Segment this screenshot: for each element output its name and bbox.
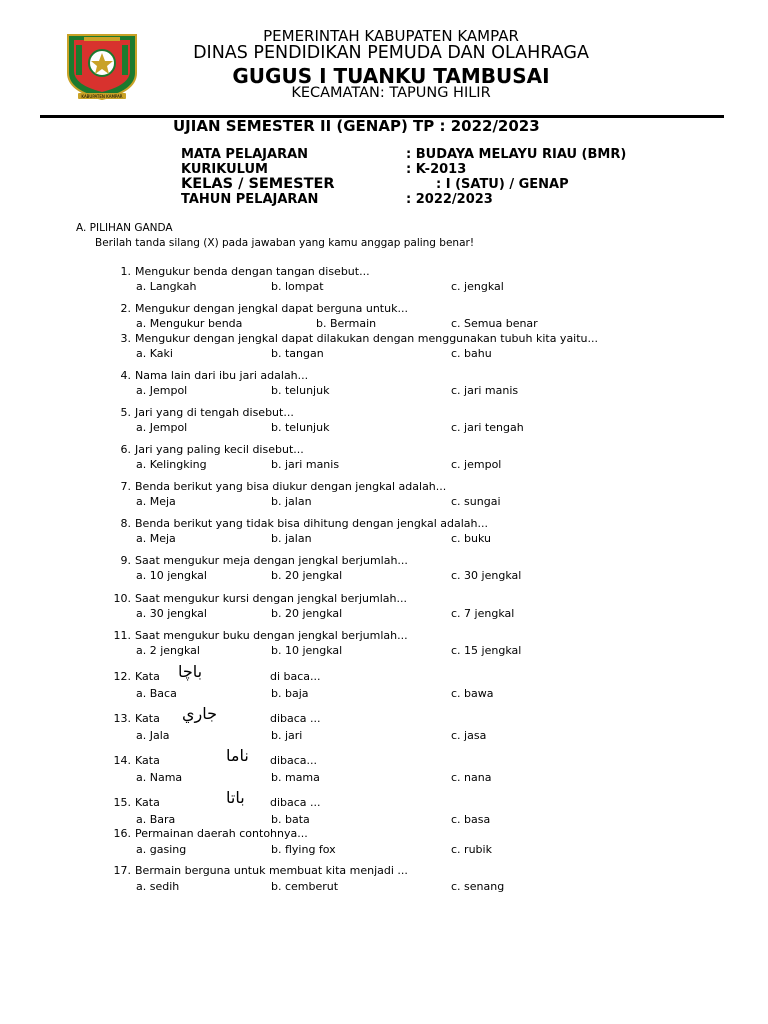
info-value-subject: : BUDAYA MELAYU RIAU (BMR) xyxy=(406,147,627,162)
option-a[interactable]: a. Jempol xyxy=(136,384,188,397)
arabic-malay-word: باتا xyxy=(226,788,245,807)
option-a[interactable]: a. gasing xyxy=(136,843,187,856)
question-item xyxy=(0,662,768,684)
header-school-cluster: GUGUS I TUANKU TAMBUSAI xyxy=(232,64,550,88)
option-a[interactable]: a. Kaki xyxy=(136,347,173,360)
question-number: 8. xyxy=(120,517,131,530)
question-text: Jari yang paling kecil disebut... xyxy=(135,443,304,456)
question-number: 5. xyxy=(120,406,131,419)
option-b[interactable]: b. jalan xyxy=(271,532,312,545)
question-number: 13. xyxy=(113,712,131,725)
option-c[interactable]: c. rubik xyxy=(451,843,492,856)
info-label-class: KELAS / SEMESTER xyxy=(181,176,335,192)
question-number: 10. xyxy=(113,592,131,605)
question-item xyxy=(0,629,768,643)
question-suffix: dibaca... xyxy=(270,754,318,767)
option-b[interactable]: b. bata xyxy=(271,813,310,826)
question-number: 16. xyxy=(113,827,131,840)
question-item xyxy=(0,517,768,531)
section-title: A. PILIHAN GANDA xyxy=(76,222,173,234)
question-item xyxy=(0,788,768,810)
header-district: KECAMATAN: TAPUNG HILIR xyxy=(291,85,491,101)
info-value-class: : I (SATU) / GENAP xyxy=(436,177,569,192)
question-number: 6. xyxy=(120,443,131,456)
question-number: 14. xyxy=(113,754,131,767)
question-number: 7. xyxy=(120,480,131,493)
option-a[interactable]: a. 2 jengkal xyxy=(136,644,200,657)
option-c[interactable]: c. nana xyxy=(451,771,492,784)
option-a[interactable]: a. Meja xyxy=(136,532,176,545)
option-b[interactable]: b. mama xyxy=(271,771,320,784)
option-b[interactable]: b. jari xyxy=(271,729,303,742)
question-text: Kata xyxy=(135,796,160,809)
option-b[interactable]: b. Bermain xyxy=(316,317,377,330)
question-text: Benda berikut yang tidak bisa dihitung dengan jengkal adalah... xyxy=(135,517,488,530)
question-text: Kata xyxy=(135,754,160,767)
question-item xyxy=(0,265,768,279)
question-item xyxy=(0,406,768,420)
header-department: DINAS PENDIDIKAN PEMUDA DAN OLAHRAGA xyxy=(193,43,589,63)
question-suffix: dibaca ... xyxy=(270,712,321,725)
option-b[interactable]: b. baja xyxy=(271,687,309,700)
question-number: 11. xyxy=(113,629,131,642)
logo-caption: KABUPATEN KAMPAR xyxy=(81,94,123,99)
question-text: Nama lain dari ibu jari adalah... xyxy=(135,369,309,382)
question-number: 3. xyxy=(120,332,131,345)
option-c[interactable]: c. jari manis xyxy=(451,384,519,397)
option-b[interactable]: b. jalan xyxy=(271,495,312,508)
question-item xyxy=(0,827,768,841)
option-c[interactable]: c. jempol xyxy=(451,458,502,471)
question-text: Mengukur dengan jengkal dapat dilakukan dengan menggunakan tubuh kita yaitu... xyxy=(135,332,599,345)
question-text: Mengukur dengan jengkal dapat berguna untuk... xyxy=(135,302,408,315)
info-value-curriculum: : K-2013 xyxy=(406,162,467,177)
option-b[interactable]: b. lompat xyxy=(271,280,324,293)
option-a[interactable]: a. 10 jengkal xyxy=(136,569,207,582)
option-c[interactable]: c. senang xyxy=(451,880,505,893)
info-label-curriculum: KURIKULUM xyxy=(181,162,268,177)
question-number: 2. xyxy=(120,302,131,315)
option-b[interactable]: b. jari manis xyxy=(271,458,340,471)
question-number: 4. xyxy=(120,369,131,382)
question-text: Kata xyxy=(135,712,160,725)
question-text: Benda berikut yang bisa diukur dengan jengkal adalah... xyxy=(135,480,447,493)
question-item xyxy=(0,443,768,457)
question-text: Permainan daerah contohnya... xyxy=(135,827,308,840)
option-b[interactable]: b. flying fox xyxy=(271,843,336,856)
option-c[interactable]: c. jengkal xyxy=(451,280,504,293)
section-instruction: Berilah tanda silang (X) pada jawaban yang kamu anggap paling benar! xyxy=(95,237,475,249)
question-item xyxy=(0,592,768,606)
question-number: 17. xyxy=(113,864,131,877)
option-a[interactable]: a. Mengukur benda xyxy=(136,317,243,330)
option-a[interactable]: a. Bara xyxy=(136,813,176,826)
option-c[interactable]: c. bawa xyxy=(451,687,494,700)
question-text: Saat mengukur buku dengan jengkal berjumlah... xyxy=(135,629,408,642)
arabic-malay-word: جاري xyxy=(182,704,218,723)
option-a[interactable]: a. Jala xyxy=(136,729,170,742)
question-suffix: dibaca ... xyxy=(270,796,321,809)
option-c[interactable]: c. basa xyxy=(451,813,491,826)
question-item xyxy=(0,369,768,383)
question-text: Kata xyxy=(135,670,160,683)
arabic-malay-word: باچا xyxy=(178,662,203,681)
header-government: PEMERINTAH KABUPATEN KAMPAR xyxy=(263,27,519,45)
exam-title: UJIAN SEMESTER II (GENAP) TP : 2022/2023 xyxy=(173,117,540,135)
question-text: Jari yang di tengah disebut... xyxy=(135,406,294,419)
question-item xyxy=(0,554,768,568)
option-b[interactable]: b. 20 jengkal xyxy=(271,607,343,620)
info-label-subject: MATA PELAJARAN xyxy=(181,147,309,162)
option-a[interactable]: a. Nama xyxy=(136,771,183,784)
question-item xyxy=(0,746,768,768)
question-number: 9. xyxy=(120,554,131,567)
question-number: 12. xyxy=(113,670,131,683)
question-number: 1. xyxy=(120,265,131,278)
option-a[interactable]: a. Jempol xyxy=(136,421,188,434)
option-a[interactable]: a. Meja xyxy=(136,495,176,508)
info-label-year: TAHUN PELAJARAN xyxy=(181,192,319,207)
question-text: Mengukur benda dengan tangan disebut... xyxy=(135,265,370,278)
question-text: Bermain berguna untuk membuat kita menjadi ... xyxy=(135,864,408,877)
option-a[interactable]: a. Kelingking xyxy=(136,458,207,471)
option-c[interactable]: c. jari tengah xyxy=(451,421,524,434)
question-text: Saat mengukur meja dengan jengkal berjumlah... xyxy=(135,554,408,567)
option-a[interactable]: a. 30 jengkal xyxy=(136,607,207,620)
question-suffix: di baca... xyxy=(270,670,321,683)
option-c[interactable]: c. buku xyxy=(451,532,491,545)
arabic-malay-word: ناما xyxy=(226,746,249,765)
kampar-regency-logo xyxy=(64,33,140,101)
question-item xyxy=(0,864,768,878)
question-item xyxy=(0,302,768,316)
option-a[interactable]: a. sedih xyxy=(136,880,180,893)
question-text: Saat mengukur kursi dengan jengkal berjumlah... xyxy=(135,592,407,605)
option-c[interactable]: c. 7 jengkal xyxy=(451,607,515,620)
option-b[interactable]: b. cemberut xyxy=(271,880,339,893)
option-c[interactable]: c. sungai xyxy=(451,495,501,508)
question-item xyxy=(0,704,768,726)
option-b[interactable]: b. telunjuk xyxy=(271,384,330,397)
option-b[interactable]: b. 20 jengkal xyxy=(271,569,343,582)
info-value-year: : 2022/2023 xyxy=(406,192,493,207)
option-c[interactable]: c. jasa xyxy=(451,729,487,742)
question-number: 15. xyxy=(113,796,131,809)
option-b[interactable]: b. telunjuk xyxy=(271,421,330,434)
option-a[interactable]: a. Langkah xyxy=(136,280,197,293)
option-c[interactable]: c. Semua benar xyxy=(451,317,538,330)
option-b[interactable]: b. tangan xyxy=(271,347,324,360)
option-a[interactable]: a. Baca xyxy=(136,687,177,700)
question-item xyxy=(0,480,768,494)
option-c[interactable]: c. bahu xyxy=(451,347,492,360)
option-c[interactable]: c. 15 jengkal xyxy=(451,644,522,657)
option-c[interactable]: c. 30 jengkal xyxy=(451,569,522,582)
option-b[interactable]: b. 10 jengkal xyxy=(271,644,343,657)
question-item xyxy=(0,332,768,346)
